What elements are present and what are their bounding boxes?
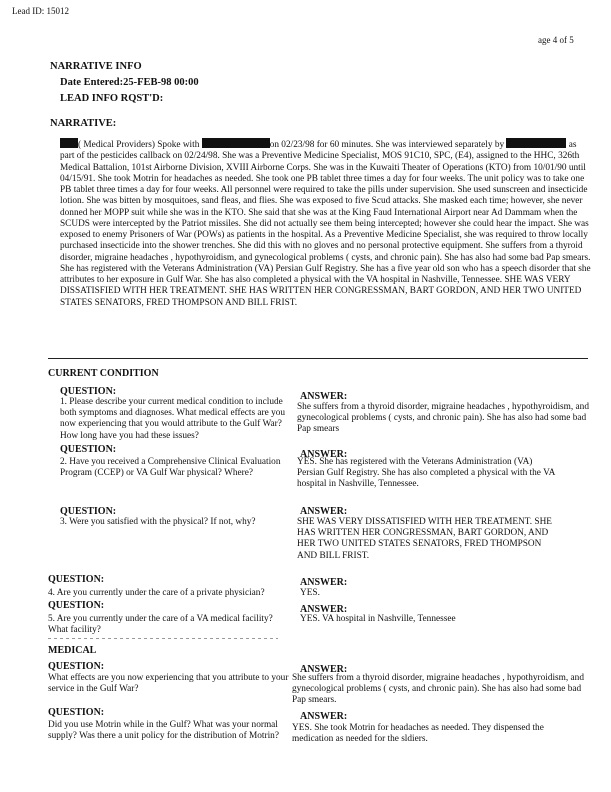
answer-label: ANSWER: — [300, 711, 348, 722]
answer-text: She suffers from a thyroid disorder, migraine headaches , hypothyroidism, and gynecological problems ( cysts, and chronic pain). She has also had some bad Pap smears — [297, 402, 589, 435]
question-text: 1. Please describe your current medical condition to include both symptoms and diagnoses. What medical effects are you now experiencing that you would attribute to the Gulf War? How long have you had these issues? — [60, 397, 286, 441]
answer-label: ANSWER: — [300, 577, 348, 588]
question-text: 2. Have you received a Comprehensive Clinical Evaluation Program (CCEP) or VA Gulf War physical? Where? — [60, 457, 281, 479]
question-label: QUESTION: — [60, 386, 117, 397]
narrative-part-3: by — [494, 140, 505, 150]
current-condition-heading: CURRENT CONDITION — [48, 368, 159, 379]
redaction-block — [506, 138, 566, 148]
answer-text: SHE WAS VERY DISSATISFIED WITH HER TREATMENT. SHE HAS WRITTEN HER CONGRESSMAN, BART GORDON, AND HER TWO UNITED STATES SENATORS, FRED THOMPSON AND BILL FRIST. — [297, 517, 552, 561]
question-text: 3. Were you satisfied with the physical? If not, why? — [60, 517, 256, 527]
date-entered: Date Entered:25-FEB-98 00:00 — [60, 77, 199, 88]
narrative-body — [60, 138, 592, 309]
section-divider — [48, 358, 588, 359]
narrative-part-4: as part of the pesticides callback on 02/24/98. She was a Preventive Medicine Specialist, MOS 91C10, SPC, (E4), assigned to the HHC, 326th Medical Battalion, 101st Airborne Division, XVIII Airborne Corps. She was in the Kuwaiti Theater of Operations (KTO) from 10/01/90 until 04/15/91. She took Motrin for headaches as needed. She took one PB tablet three times a day for four weeks. The unit policy was to take one PB tablet three times a day for four weeks. All personnel were required to take the pills under supervision. She used sunscreen and insecticide lotion. She was bitten by mosquitoes, sand fleas, and flies. She was exposed to five Scud attacks. She masked each time; however, she never donned her MOPP suit while she was in the KTO. She said that she was at the King Faud International Airport near Ad Dammam when the SCUDS were intercepted by the Patriot missiles. She did not actually see them being intercepted; however she could hear the impact. She was exposed to enemy Prisoners of War (POWs) as patients in the hospital. As a Preventive Medicine Specialist, she was required to throw locally purchased insecticide into the shower trenches. She did this with no gloves and no personal protective equipment. She suffers from a thyroid disorder, migraine headaches , hypothyroidism, and gynecological problems ( cysts, and chronic pain). She has also had some bad Pap smears. She has registered with the Veterans Administration (VA) Persian Gulf Registry. She has a five year old son who has a speech disorder that she attributes to her exposure in Gulf War. She has also completed a physical with the VA hospital in Nashville, Tennessee. — [60, 140, 591, 285]
narrative-part-5: SHE WAS VERY DISSATISFIED WITH HER TREATMENT. SHE HAS WRITTEN HER CONGRESSMAN, BART GORDON, AND HER TWO UNITED STATES SENATORS, FRED THOMPSON AND BILL FRIST. — [60, 275, 582, 308]
answer-label: ANSWER: — [300, 391, 348, 402]
narrative-part-2: on 02/23/98 for 60 minutes. She was interviewed separately — [269, 140, 493, 150]
medical-heading: MEDICAL — [48, 645, 97, 656]
answer-label: ANSWER: — [300, 506, 348, 517]
lead-id: Lead ID: 15012 — [12, 6, 69, 16]
question-label: QUESTION: — [60, 506, 117, 517]
lead-info-requested: LEAD INFO RQST'D: — [60, 93, 164, 104]
answer-label: ANSWER: — [300, 449, 348, 460]
question-label: QUESTION: — [48, 574, 105, 585]
answer-text: She suffers from a thyroid disorder, migraine headaches , hypothyroidism, and gynecological problems ( cysts, and chronic pain). She has also had some bad Pap smears. — [292, 673, 584, 706]
answer-label: ANSWER: — [300, 604, 348, 615]
question-text: What effects are you now experiencing that you attribute to your service in the Gulf War? — [48, 673, 289, 695]
question-text: 5. Are you currently under the care of a VA medical facility? What facility? — [48, 614, 273, 636]
question-label: QUESTION: — [60, 444, 117, 455]
redaction-block — [202, 138, 270, 148]
question-text: Did you use Motrin while in the Gulf? What was your normal supply? Was there a unit policy for the distribution of Motrin? — [48, 720, 279, 742]
faint-divider — [48, 638, 278, 639]
narrative-info-heading: NARRATIVE INFO — [50, 61, 142, 72]
question-label: QUESTION: — [48, 707, 105, 718]
page-number: age 4 of 5 — [538, 35, 574, 45]
answer-text: YES. VA hospital in Nashville, Tennessee — [300, 614, 456, 624]
question-label: QUESTION: — [48, 600, 105, 611]
question-text: 4. Are you currently under the care of a private physician? — [48, 588, 265, 598]
answer-text: YES. She took Motrin for headaches as needed. They dispensed the medication as needed for the sldiers. — [292, 723, 544, 745]
answer-label: ANSWER: — [300, 664, 348, 675]
narrative-heading: NARRATIVE: — [50, 118, 117, 129]
narrative-part-1: ( Medical Providers) Spoke with — [78, 140, 200, 150]
answer-text: YES. She has registered with the Veterans Administration (VA) Persian Gulf Registry. She has also completed a physical with the VA hospital in Nashville, Tennessee. — [297, 457, 555, 490]
question-label: QUESTION: — [48, 661, 105, 672]
redaction-block — [60, 138, 78, 148]
answer-text: YES. — [300, 588, 320, 598]
